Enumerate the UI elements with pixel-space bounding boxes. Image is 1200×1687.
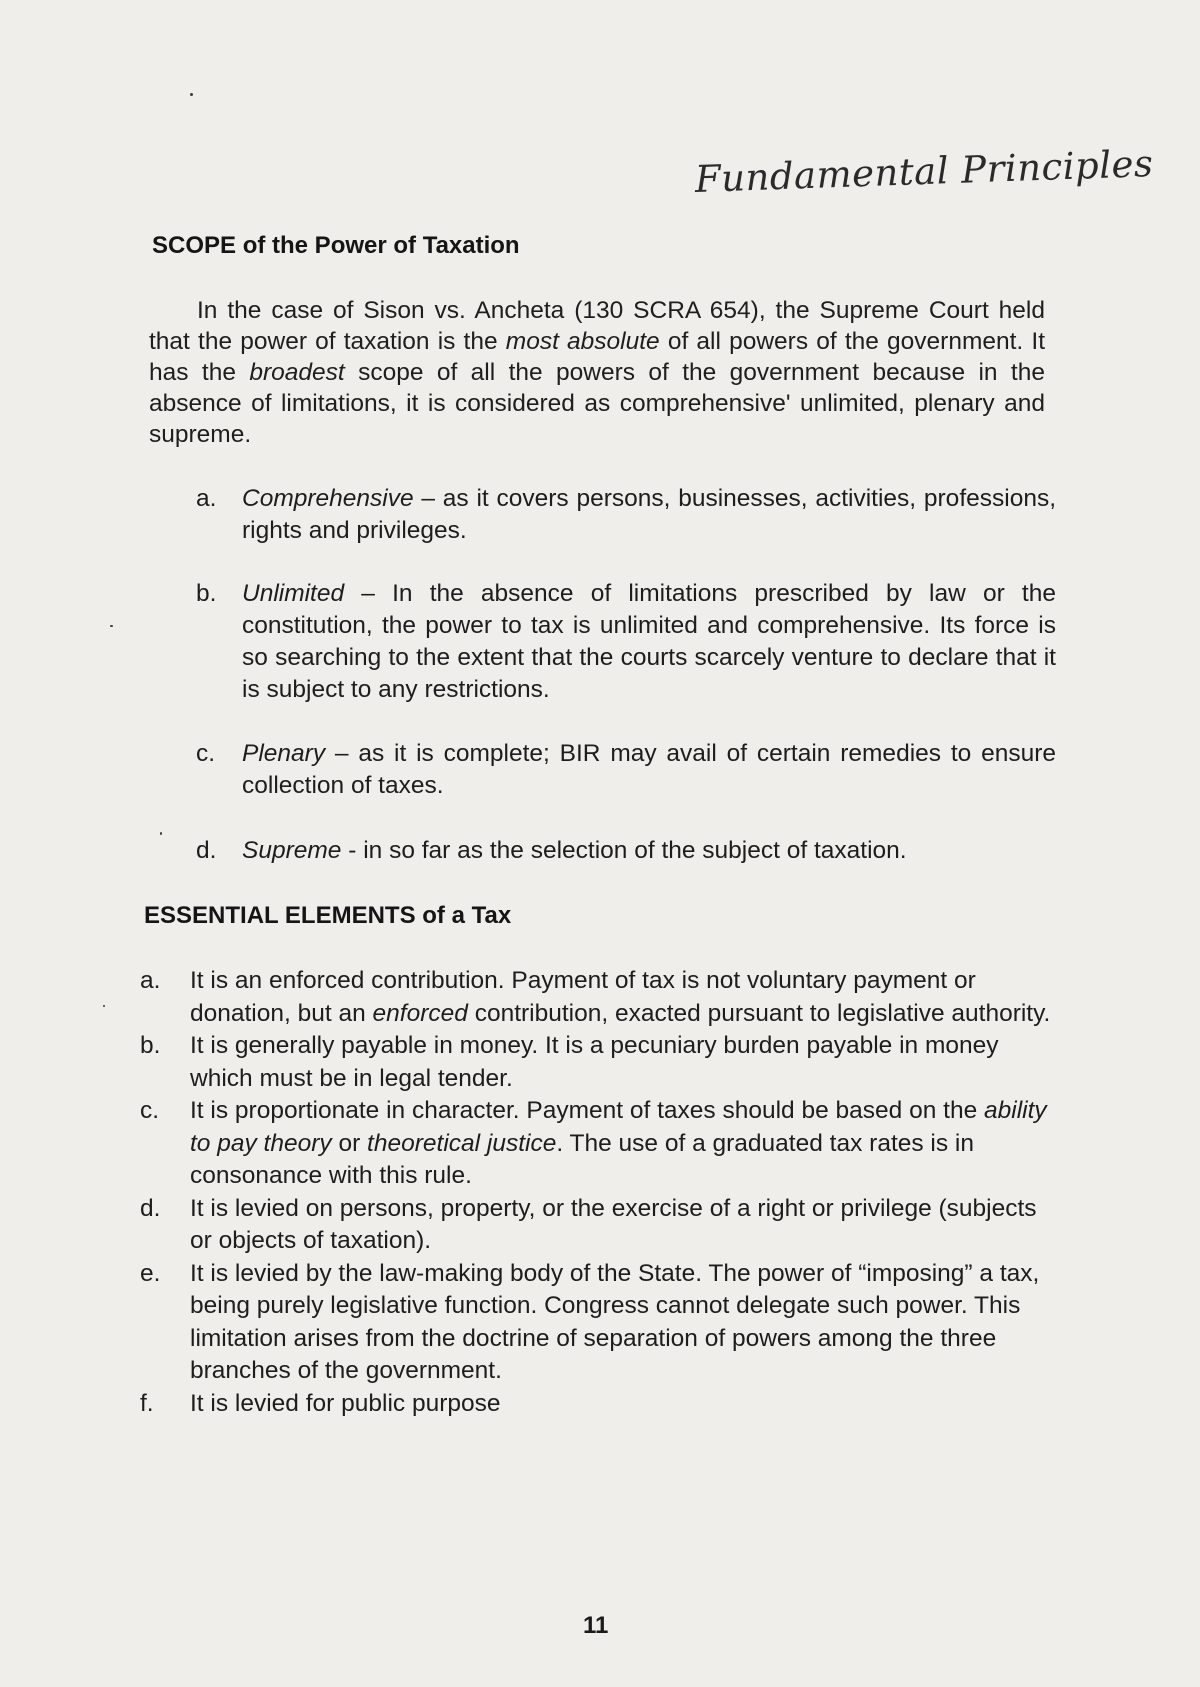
list-item <box>140 1095 1060 1193</box>
scope-item-comprehensive <box>196 483 1056 547</box>
page-number: 11 <box>583 1612 609 1639</box>
paragraph-text: In the case of Sison vs. Ancheta (130 SCRA 654), the Supreme Court held that the power of taxation is the <box>149 297 1045 355</box>
list-item-body <box>190 1258 1060 1388</box>
list-marker: e. <box>140 1259 161 1287</box>
scan-speck <box>190 93 193 96</box>
list-emphasis: enforced <box>372 999 468 1027</box>
list-marker: a. <box>196 485 217 512</box>
list-item-body <box>242 578 1056 706</box>
list-marker: d. <box>140 1194 161 1222</box>
list-marker: c. <box>140 1097 160 1124</box>
list-marker: c. <box>196 740 216 767</box>
scan-speck <box>103 1005 105 1007</box>
list-text: It is levied by the law-making body of the State. The power of “imposing” a tax, being purely legislative function. Congress cannot delegate such power. This limitation arises from the doctrine of separation of powers among the three branches of the government. <box>190 1259 1040 1384</box>
list-text: – as it covers persons, businesses, activities, professions, rights and privileges. <box>242 485 1056 544</box>
elements-heading: ESSENTIAL ELEMENTS of a Tax <box>144 902 512 929</box>
running-head: Fundamental Principles <box>694 142 1155 201</box>
list-item <box>140 1388 1060 1421</box>
list-item <box>140 1193 1060 1258</box>
list-emphasis: ability to pay theory <box>190 1097 1047 1157</box>
list-marker: b. <box>196 580 217 607</box>
list-text: contribution, exacted pursuant to legislative authority. <box>467 999 1051 1027</box>
list-text: - in so far as the selection of the subject of taxation. <box>341 837 907 864</box>
scope-paragraph <box>149 295 1045 450</box>
list-text: . The use of a graduated tax rates is in consonance with this rule. <box>190 1129 975 1189</box>
scan-speck <box>110 625 113 627</box>
paragraph-text: of all powers of the government. It has the <box>149 328 1046 386</box>
elements-list <box>140 965 1060 1420</box>
list-term: Unlimited <box>242 580 345 607</box>
list-text: It is generally payable in money. It is a pecuniary burden payable in money which must be in legal tender. <box>190 1032 999 1092</box>
list-marker: f. <box>140 1389 154 1417</box>
paragraph-emphasis: broadest <box>249 359 345 386</box>
list-item <box>140 1030 1060 1095</box>
list-item-body <box>190 965 1060 1030</box>
scope-item-supreme <box>196 835 1056 867</box>
list-term: Supreme <box>242 837 342 864</box>
list-item-body <box>190 1030 1060 1095</box>
scan-speck <box>160 832 162 835</box>
list-text: It is levied for public purpose <box>190 1389 501 1417</box>
list-text: It is an enforced contribution. Payment of tax is not voluntary payment or donation, but an <box>190 967 976 1027</box>
list-term: Plenary <box>242 740 326 767</box>
scope-heading: SCOPE of the Power of Taxation <box>152 232 520 259</box>
list-item-body <box>190 1193 1060 1258</box>
list-item-body <box>190 1095 1060 1193</box>
list-text: or <box>331 1129 368 1157</box>
list-text: It is levied on persons, property, or the exercise of a right or privilege (subjects or objects of taxation). <box>190 1194 1037 1254</box>
list-item-body <box>190 1388 1060 1421</box>
list-emphasis: theoretical justice <box>367 1129 557 1157</box>
list-marker: b. <box>140 1032 161 1059</box>
list-item-body <box>242 483 1056 547</box>
list-item <box>140 965 1060 1030</box>
list-marker: a. <box>140 967 161 994</box>
list-item <box>140 1258 1060 1388</box>
list-item-body <box>242 835 1056 867</box>
list-text: It is proportionate in character. Payment of taxes should be based on the <box>190 1097 985 1124</box>
scope-item-plenary <box>196 738 1056 802</box>
paragraph-text: scope of all the powers of the government because in the absence of limitations, it is considered as comprehensive' unlimited, plenary and supreme. <box>149 359 1045 448</box>
list-marker: d. <box>196 837 217 864</box>
list-text: – In the absence of limitations prescribed by law or the constitution, the power to tax is unlimited and comprehensive. Its force is so searching to the extent that the courts scarcely venture to declare that it is subject to any restrictions. <box>242 580 1056 703</box>
list-item-body <box>242 738 1056 802</box>
list-text: – as it is complete; BIR may avail of certain remedies to ensure collection of taxes. <box>242 740 1056 799</box>
paragraph-emphasis: most absolute <box>505 328 660 355</box>
scope-item-unlimited <box>196 578 1056 706</box>
list-term: Comprehensive <box>242 485 414 512</box>
